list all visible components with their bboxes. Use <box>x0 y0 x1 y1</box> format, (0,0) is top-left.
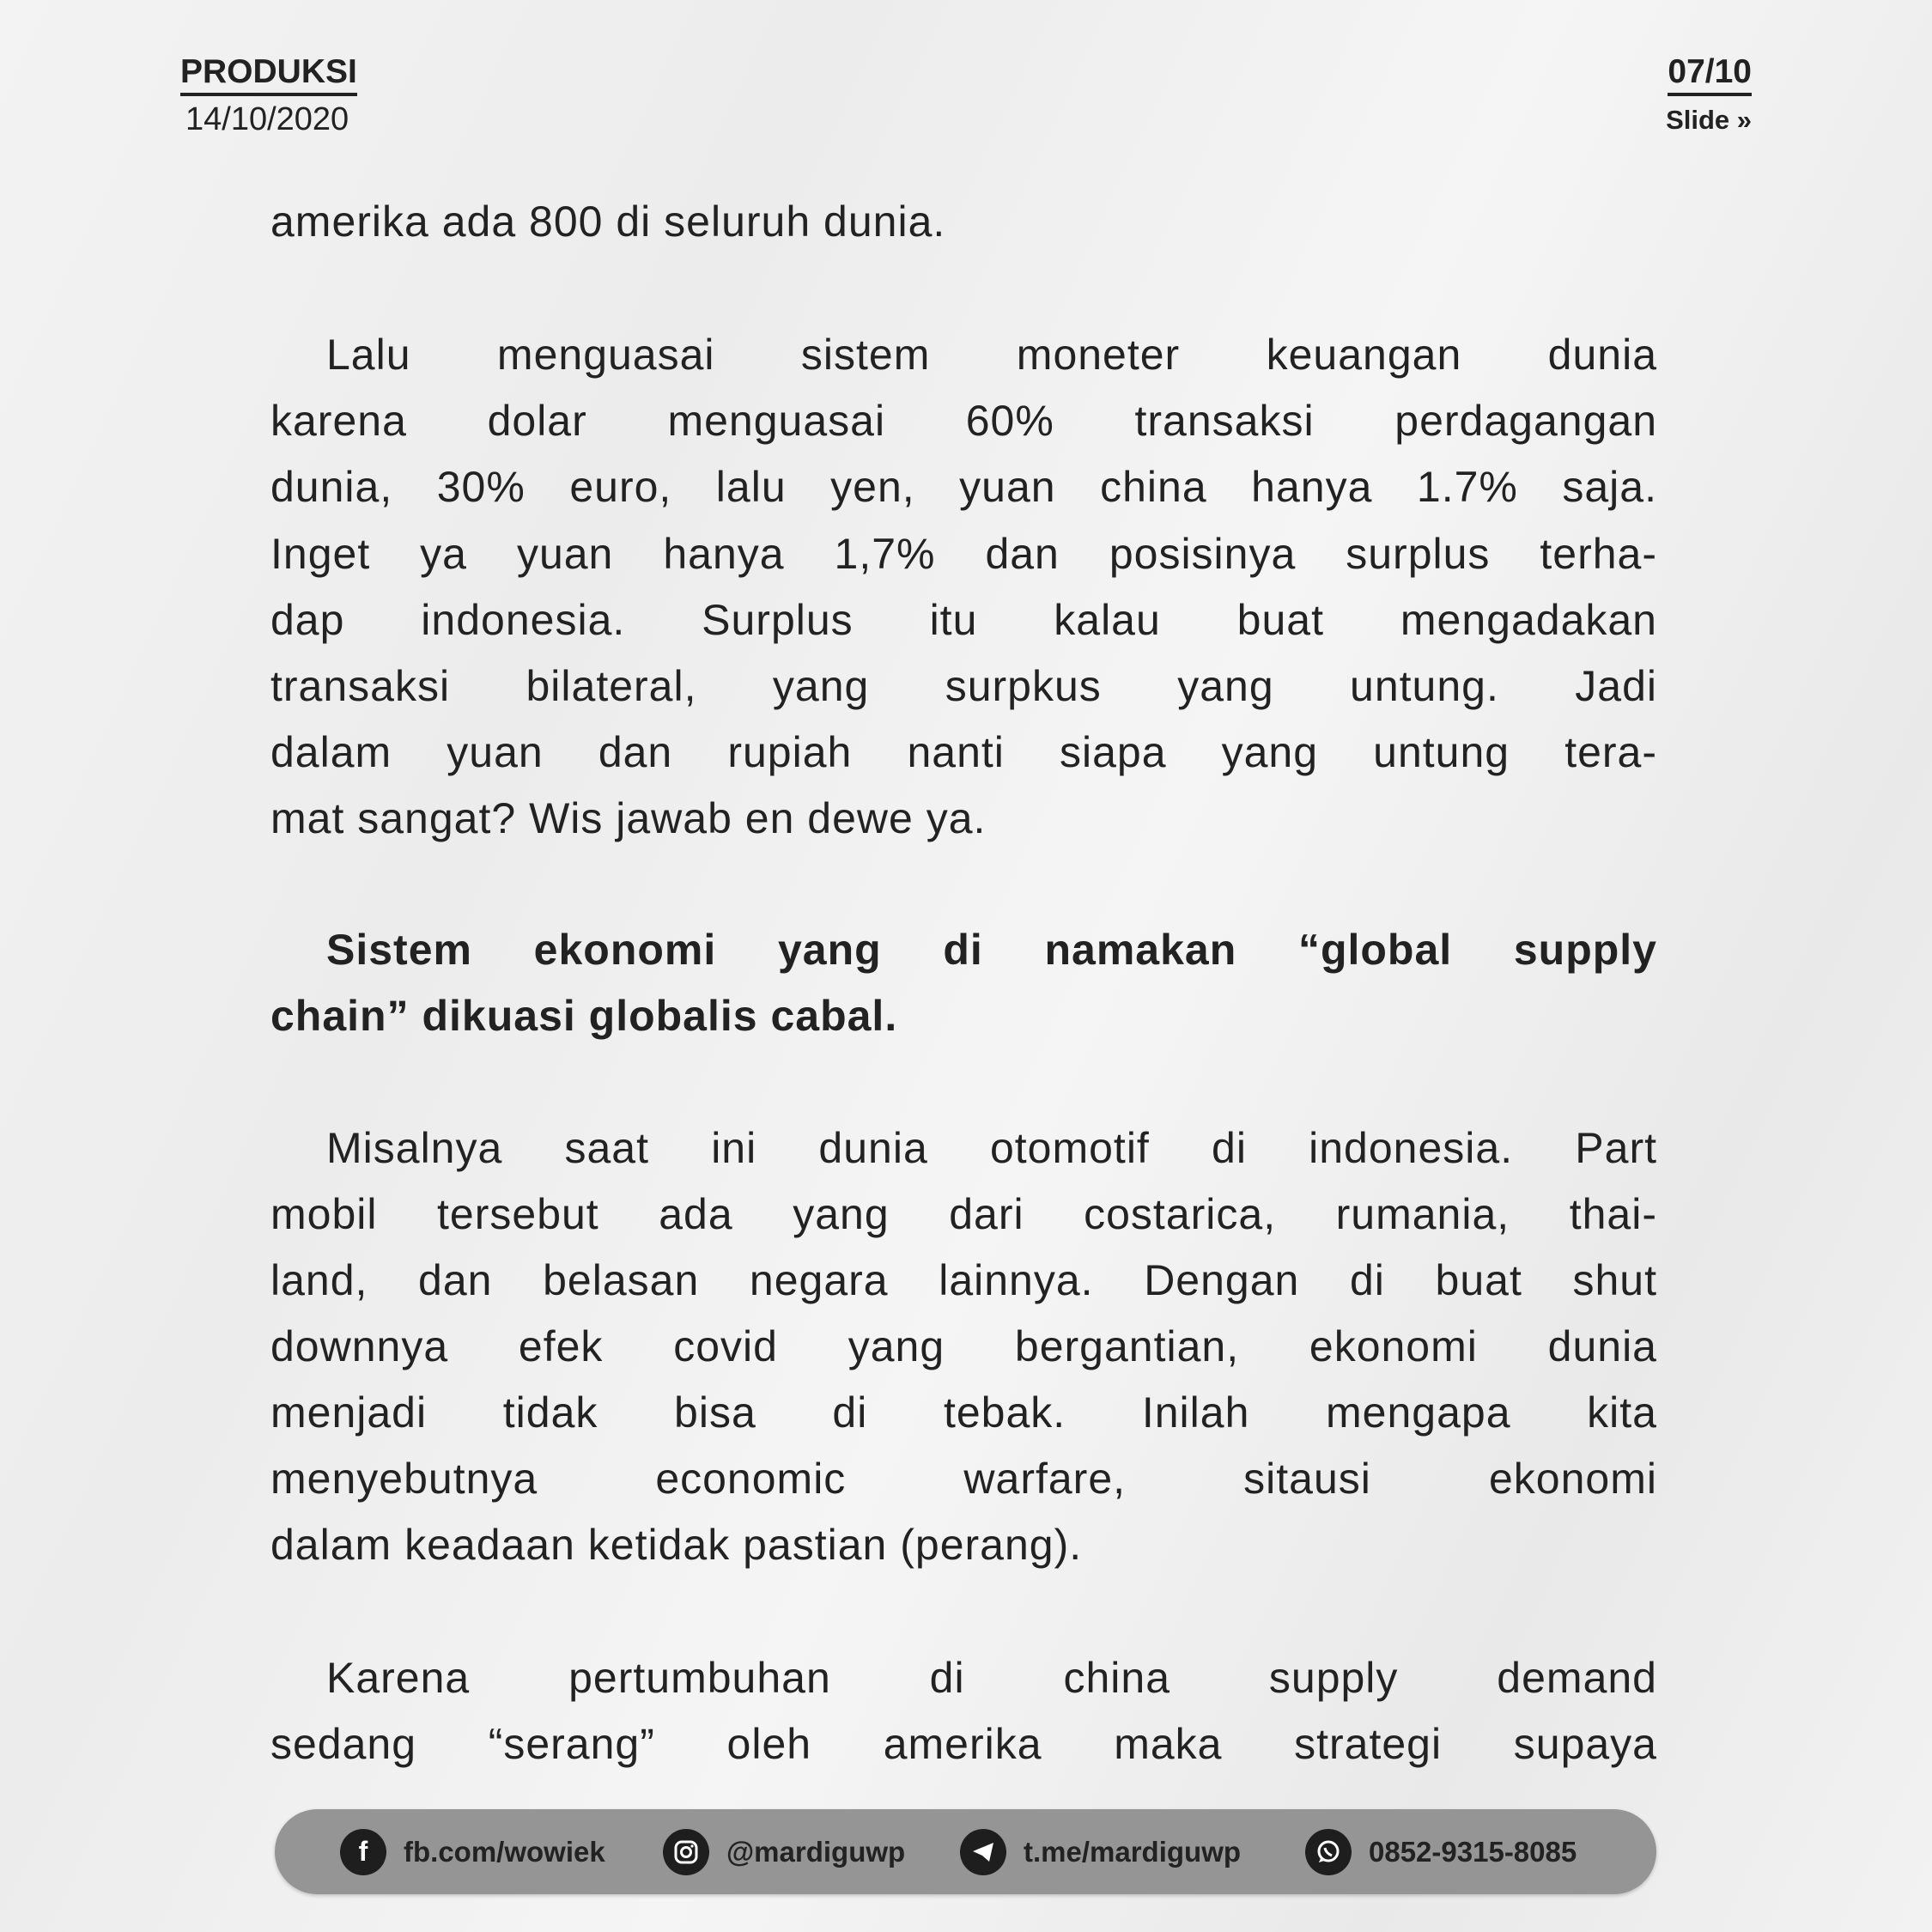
body-line: karena dolar menguasai 60% transaksi perdagangan <box>270 397 1657 445</box>
section-heading: Sistem ekonomi yang di namakan “global supply <box>326 926 1657 974</box>
body-line: land, dan belasan negara lainnya. Dengan di buat shut <box>270 1256 1657 1304</box>
body-line: menyebutnya economic warfare, sitausi ekonomi <box>270 1455 1657 1503</box>
facebook-icon: f <box>340 1829 386 1875</box>
facebook-link[interactable] <box>340 1809 605 1894</box>
body-line: dunia, 30% euro, lalu yen, yuan china hanya 1.7% saja. <box>270 463 1657 511</box>
body-line: transaksi bilateral, yang surpkus yang untung. Jadi <box>270 662 1657 710</box>
body-line: dalam keadaan ketidak pastian (perang). <box>270 1521 1083 1569</box>
body-line: amerika ada 800 di seluruh dunia. <box>270 197 946 246</box>
facebook-label: fb.com/wowiek <box>404 1835 605 1868</box>
body-line: mat sangat? Wis jawab en dewe ya. <box>270 794 987 842</box>
body-line: dap indonesia. Surplus itu kalau buat mengadakan <box>270 596 1657 644</box>
whatsapp-icon <box>1305 1829 1352 1875</box>
section-heading: chain” dikuasi globalis cabal. <box>270 992 898 1040</box>
social-footer <box>275 1809 1656 1894</box>
telegram-icon <box>960 1829 1006 1875</box>
instagram-label: @mardiguwp <box>726 1835 906 1868</box>
whatsapp-link[interactable] <box>1305 1809 1577 1894</box>
body-line: Inget ya yuan hanya 1,7% dan posisinya surplus terha- <box>270 530 1657 578</box>
body-line: mobil tersebut ada yang dari costarica, rumania, thai- <box>270 1190 1657 1238</box>
telegram-link[interactable] <box>960 1809 1241 1894</box>
date-label: 14/10/2020 <box>185 101 349 137</box>
body-line: downnya efek covid yang bergantian, ekonomi dunia <box>270 1322 1657 1370</box>
body-line: Misalnya saat ini dunia otomotif di indonesia. Part <box>326 1124 1657 1172</box>
instagram-icon <box>663 1829 709 1875</box>
whatsapp-label: 0852-9315-8085 <box>1369 1835 1577 1868</box>
body-line: menjadi tidak bisa di tebak. Inilah mengapa kita <box>270 1388 1657 1437</box>
body-line: Karena pertumbuhan di china supply demand <box>326 1654 1657 1702</box>
instagram-link[interactable] <box>663 1809 905 1894</box>
category-label: PRODUKSI <box>180 53 357 96</box>
body-line: dalam yuan dan rupiah nanti siapa yang untung tera- <box>270 728 1657 776</box>
page-number: 07/10 <box>1668 53 1752 96</box>
telegram-label: t.me/mardiguwp <box>1024 1835 1242 1868</box>
body-line: Lalu menguasai sistem moneter keuangan dunia <box>326 331 1657 379</box>
body-line: sedang “serang” oleh amerika maka strategi supaya <box>270 1720 1657 1768</box>
slide-next-label[interactable]: Slide » <box>1666 105 1752 135</box>
